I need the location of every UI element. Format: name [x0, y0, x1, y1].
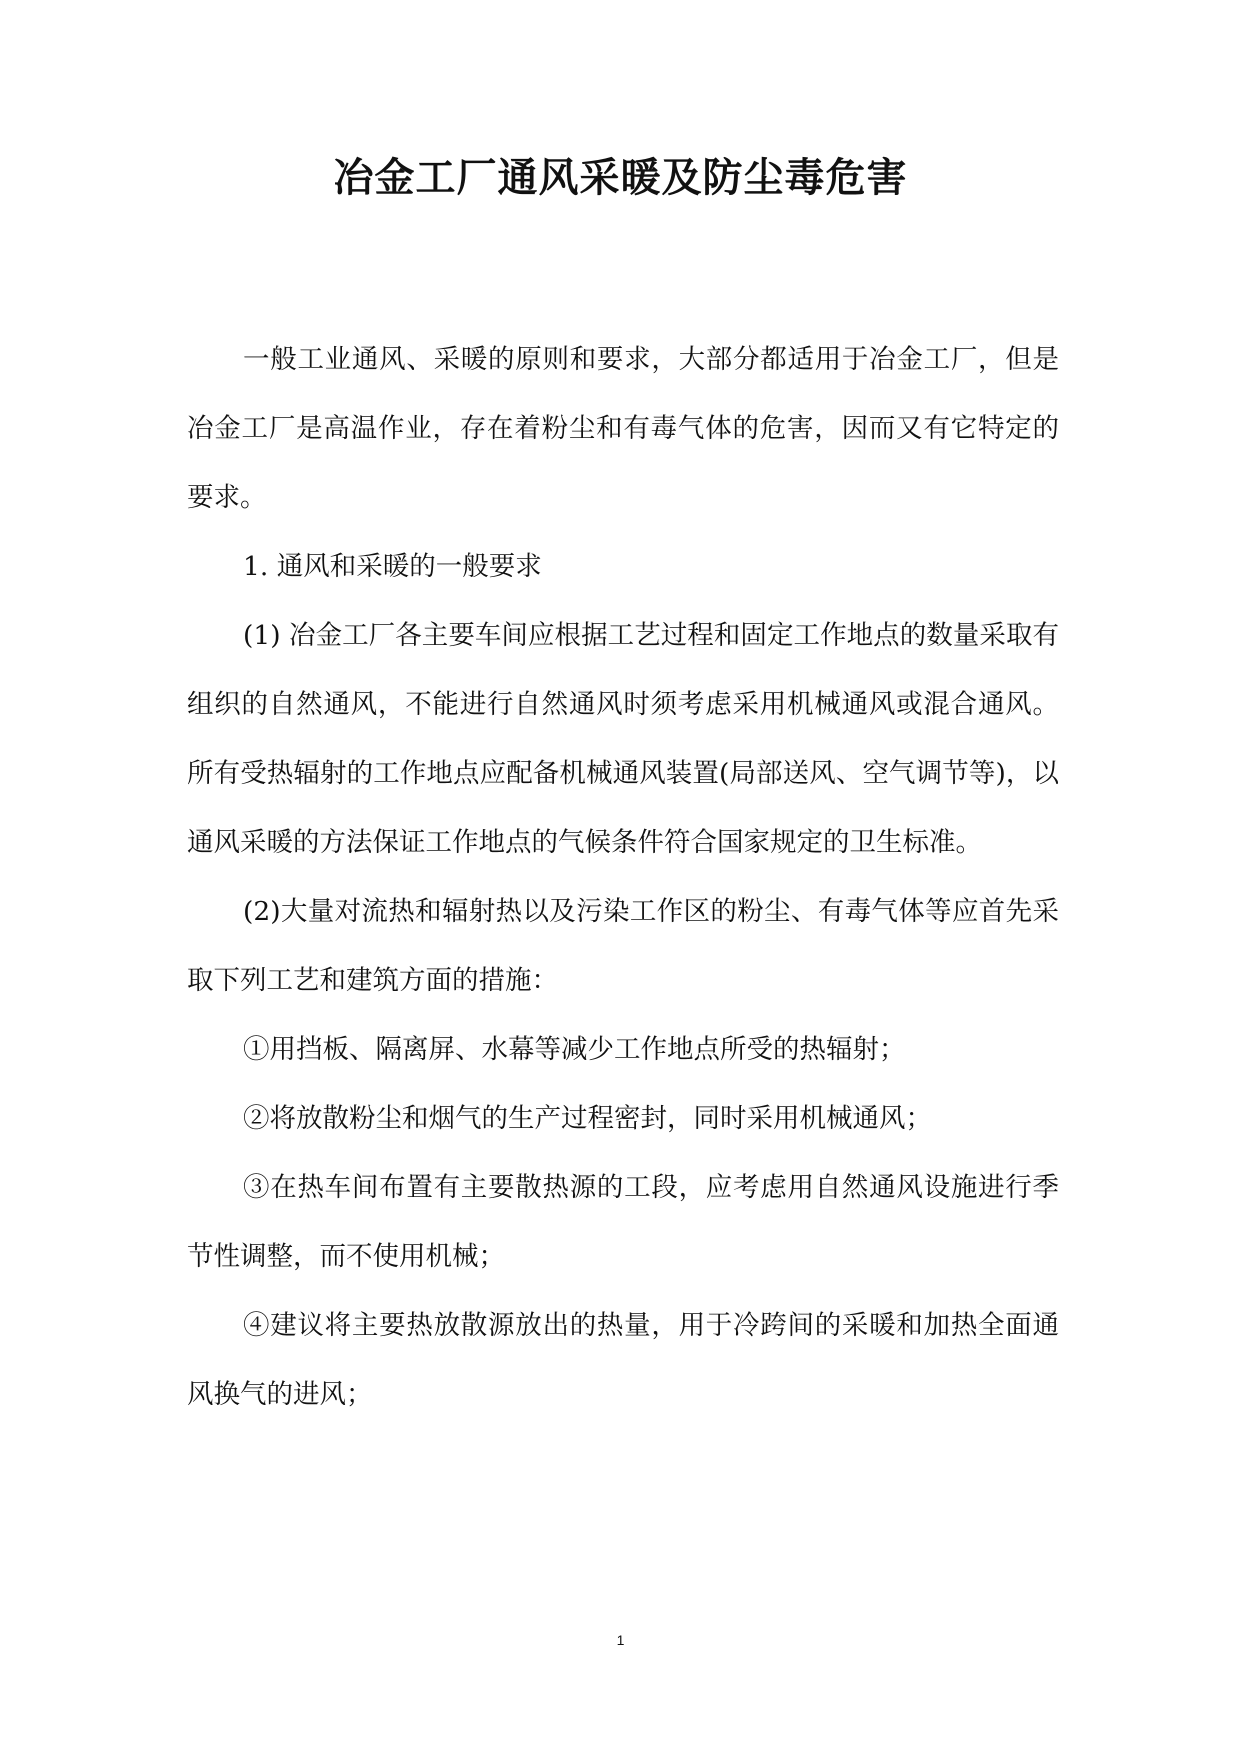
paragraph-item-2: (2)大量对流热和辐射热以及污染工作区的粉尘、有毒气体等应首先采取下列工艺和建筑方面的措施：: [187, 896, 1059, 996]
paragraph-measure-3: ③在热车间布置有主要散热源的工段，应考虑用自然通风设施进行季节性调整，而不使用机械；: [187, 1172, 1059, 1272]
paragraph-measure-4: ④建议将主要热放散源放出的热量，用于冷跨间的采暖和加热全面通风换气的进风；: [187, 1310, 1059, 1410]
paragraph-measure-1: ①用挡板、隔离屏、水幕等减少工作地点所受的热辐射；: [243, 1034, 906, 1065]
page-number: 1: [616, 1632, 625, 1648]
document-title: 冶金工厂通风采暖及防尘毒危害: [333, 154, 908, 201]
paragraph-intro: 一般工业通风、采暖的原则和要求，大部分都适用于冶金工厂，但是冶金工厂是高温作业，存在着粉尘和有毒气体的危害，因而又有它特定的要求。: [187, 344, 1059, 513]
document-body: [187, 325, 1059, 1429]
paragraph-measure-2: ②将放散粉尘和烟气的生产过程密封，同时采用机械通风；: [243, 1103, 932, 1134]
paragraph-section-heading: 1. 通风和采暖的一般要求: [243, 551, 542, 582]
paragraph-item-1: (1) 冶金工厂各主要车间应根据工艺过程和固定工作地点的数量采取有组织的自然通风，不能进行自然通风时须考虑采用机械通风或混合通风。所有受热辐射的工作地点应配备机械通风装置(局部送风、空气调节等)，以通风采暖的方法保证工作地点的气候条件符合国家规定的卫生标准。: [187, 620, 1059, 858]
